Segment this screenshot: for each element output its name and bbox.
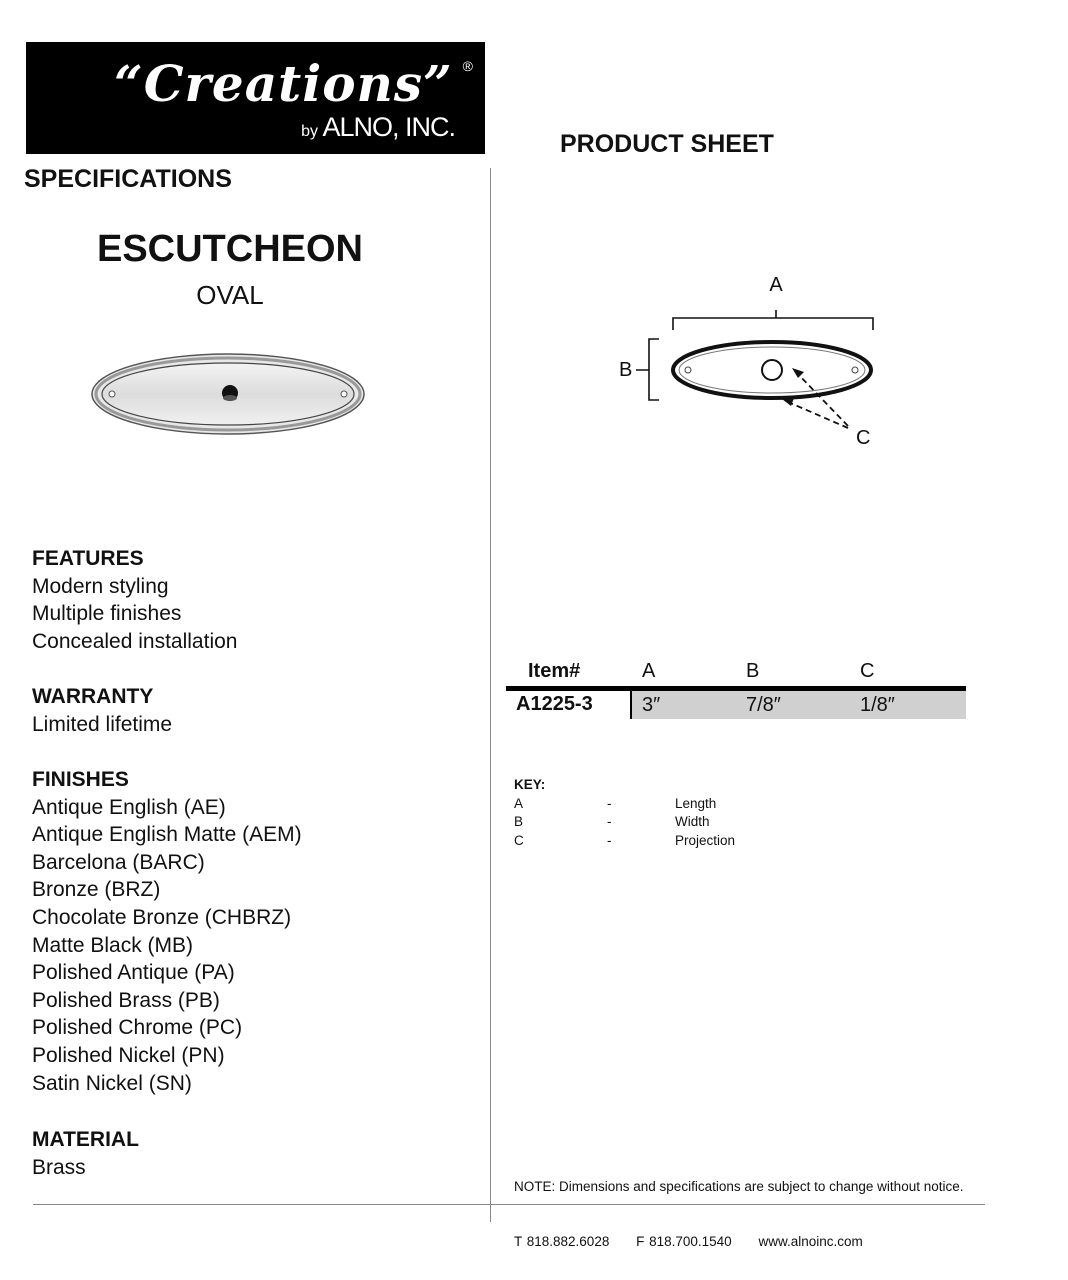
logo-by-prefix: by bbox=[301, 123, 319, 140]
finish-item: Polished Chrome (PC) bbox=[32, 1016, 243, 1040]
features-heading: FEATURES bbox=[32, 547, 144, 570]
finish-item: Antique English (AE) bbox=[32, 795, 226, 819]
finish-item: Satin Nickel (SN) bbox=[32, 1071, 192, 1095]
logo-script-text: “Creations” bbox=[114, 54, 453, 113]
key-letter: A bbox=[514, 795, 524, 811]
finishes-section bbox=[32, 766, 302, 1097]
key-row bbox=[514, 813, 710, 832]
finish-item: Polished Brass (PB) bbox=[32, 988, 220, 1012]
warranty-value: Limited lifetime bbox=[32, 712, 173, 736]
finish-item: Polished Antique (PA) bbox=[32, 961, 235, 985]
column-header-b: B bbox=[746, 660, 760, 682]
finish-item: Chocolate Bronze (CHBRZ) bbox=[32, 905, 292, 929]
key-separator: - bbox=[607, 832, 612, 848]
feature-item: Multiple finishes bbox=[32, 602, 182, 626]
column-header-item: Item# bbox=[528, 660, 581, 682]
value-c: 1/8″ bbox=[860, 694, 895, 716]
table-header-row bbox=[506, 660, 966, 686]
logo-company-line bbox=[301, 112, 455, 143]
fax-number: F 818.700.1540 bbox=[636, 1234, 732, 1249]
registered-mark: ® bbox=[462, 58, 473, 74]
specifications-heading: SPECIFICATIONS bbox=[24, 165, 232, 193]
item-number: A1225-3 bbox=[516, 693, 593, 715]
key-separator: - bbox=[607, 795, 612, 811]
product-title: ESCUTCHEON bbox=[96, 228, 364, 270]
footer-rule bbox=[33, 1204, 985, 1205]
key-separator: - bbox=[607, 814, 612, 829]
material-section bbox=[32, 1126, 139, 1181]
key-meaning: Width bbox=[675, 814, 710, 829]
key-meaning: Length bbox=[675, 795, 717, 811]
column-header-c: C bbox=[860, 660, 875, 682]
column-header-a: A bbox=[642, 660, 656, 682]
key-row bbox=[514, 832, 736, 851]
brand-logo bbox=[26, 42, 485, 154]
product-photo bbox=[88, 350, 368, 440]
product-subtitle: OVAL bbox=[196, 280, 264, 310]
feature-item: Modern styling bbox=[32, 574, 169, 598]
value-a: 3″ bbox=[642, 694, 661, 716]
finish-item: Antique English Matte (AEM) bbox=[32, 823, 302, 847]
key-letter: C bbox=[514, 832, 524, 848]
key-heading: KEY: bbox=[514, 777, 546, 792]
dimension-values bbox=[630, 691, 966, 719]
material-value: Brass bbox=[32, 1155, 86, 1179]
diagram-label-a: A bbox=[769, 274, 783, 296]
finish-item: Polished Nickel (PN) bbox=[32, 1043, 225, 1067]
finish-item: Barcelona (BARC) bbox=[32, 850, 205, 874]
column-divider bbox=[490, 168, 491, 1222]
finish-item: Matte Black (MB) bbox=[32, 933, 194, 957]
material-heading: MATERIAL bbox=[32, 1128, 139, 1151]
key-meaning: Projection bbox=[675, 832, 736, 848]
finishes-heading: FINISHES bbox=[32, 768, 129, 791]
website-link[interactable]: www.alnoinc.com bbox=[758, 1234, 863, 1249]
product-sheet-heading: PRODUCT SHEET bbox=[560, 130, 774, 158]
finish-item: Bronze (BRZ) bbox=[32, 878, 161, 902]
diagram-label-b: B bbox=[619, 359, 633, 381]
key-letter: B bbox=[514, 814, 524, 829]
key-row bbox=[514, 795, 717, 814]
table-row bbox=[506, 691, 966, 719]
key-legend bbox=[514, 776, 736, 850]
features-section bbox=[32, 545, 237, 655]
warranty-heading: WARRANTY bbox=[32, 685, 154, 708]
contact-line bbox=[514, 1234, 885, 1249]
warranty-section bbox=[32, 683, 172, 738]
value-b: 7/8″ bbox=[746, 694, 781, 716]
diagram-label-c: C bbox=[856, 427, 871, 449]
phone-number: T 818.882.6028 bbox=[514, 1234, 610, 1249]
logo-company-name: ALNO, INC. bbox=[322, 112, 455, 142]
feature-item: Concealed installation bbox=[32, 629, 238, 653]
disclaimer-note: NOTE: Dimensions and specifications are subject to change without notice. bbox=[514, 1179, 964, 1194]
dimensions-table bbox=[506, 660, 966, 719]
dimension-diagram bbox=[610, 268, 890, 458]
